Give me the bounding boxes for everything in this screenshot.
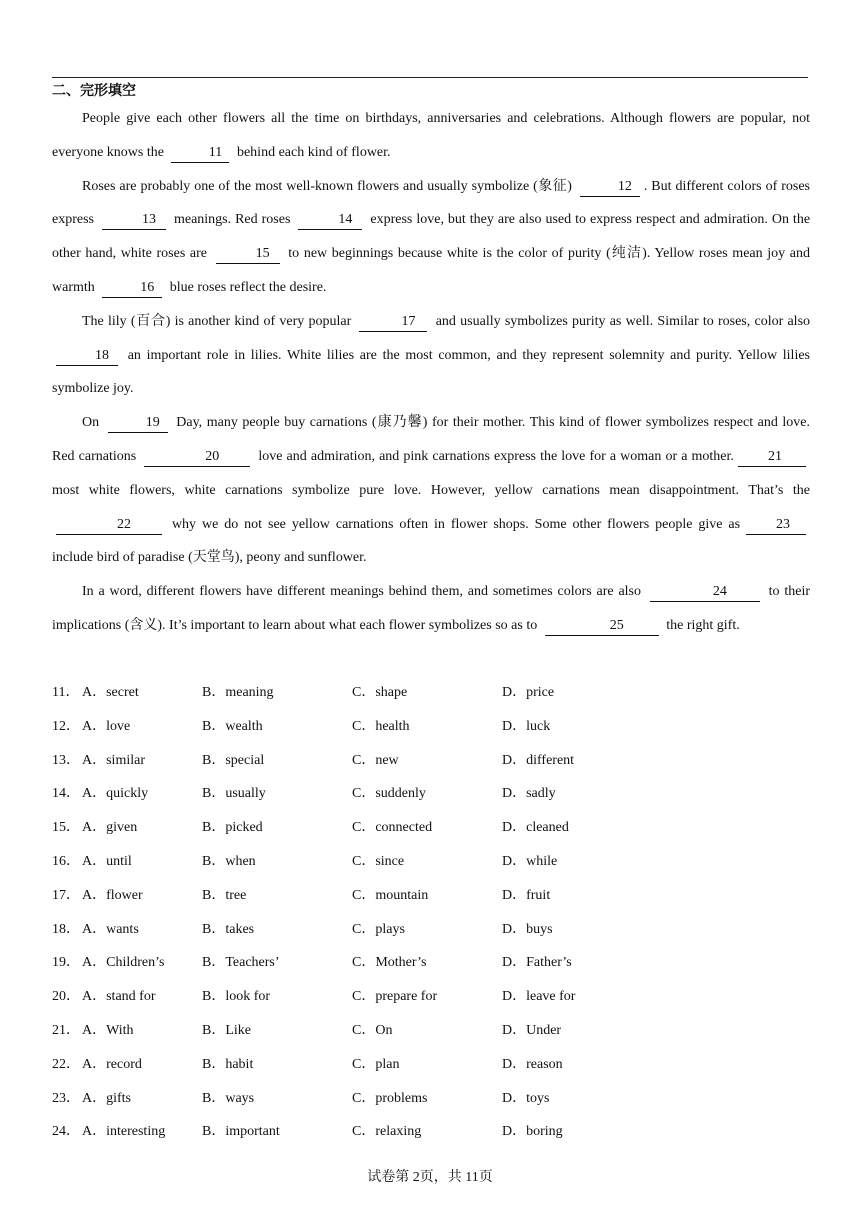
section-title: 二、完形填空 <box>52 83 136 99</box>
option-c[interactable]: C．plan <box>352 1056 400 1072</box>
option-b[interactable]: B．meaning <box>202 685 274 700</box>
option-b[interactable]: B．tree <box>202 887 247 903</box>
question-row <box>52 913 752 947</box>
question-row <box>52 980 752 1014</box>
passage-text: meanings. Red roses <box>173 212 291 228</box>
question-number: 20． <box>52 989 80 1005</box>
option-a[interactable]: A．secret <box>82 685 139 700</box>
passage-text: People give each other flowers all the time on birthdays, anniversaries and celebrations. Although flowers are popular, not everyone knows the <box>52 111 810 160</box>
option-d[interactable]: D．Father’s <box>502 955 572 971</box>
option-c[interactable]: C．mountain <box>352 887 429 903</box>
question-row <box>52 845 752 879</box>
option-d[interactable]: D．sadly <box>502 786 556 802</box>
question-row <box>52 744 752 778</box>
option-a[interactable]: A．flower <box>82 887 143 903</box>
option-c[interactable]: C．plays <box>352 921 405 937</box>
blank-24[interactable]: 24 <box>650 583 760 602</box>
passage-text: include bird of paradise (天堂鸟), peony and sunflower. <box>52 550 367 566</box>
option-d[interactable]: D．fruit <box>502 887 551 903</box>
paragraph-3 <box>52 305 810 406</box>
passage-text: The lily (百合) is another kind of very popular <box>82 313 352 329</box>
passage-text: express love, but they are also used to express respect and admiration. On the other hand, white roses are <box>52 212 811 262</box>
option-d[interactable]: D．reason <box>502 1056 563 1072</box>
question-number: 12． <box>52 718 80 734</box>
option-c[interactable]: C．suddenly <box>352 786 426 802</box>
paragraph-2 <box>52 170 810 305</box>
option-a[interactable]: A．until <box>82 853 132 869</box>
question-number: 19． <box>52 955 80 971</box>
question-row <box>52 879 752 913</box>
question-number: 15． <box>52 820 80 836</box>
option-b[interactable]: B．Like <box>202 1022 251 1038</box>
option-c[interactable]: C．new <box>352 752 399 768</box>
passage-text: the right gift. <box>666 617 740 633</box>
option-c[interactable]: C．shape <box>352 685 408 700</box>
cloze-passage <box>52 102 810 643</box>
option-c[interactable]: C．Mother’s <box>352 955 427 971</box>
blank-20[interactable]: 20 <box>144 448 250 467</box>
question-row <box>52 1014 752 1048</box>
blank-17[interactable]: 17 <box>359 313 427 332</box>
passage-text: to their implications (含义). It’s important to learn about what each flower symbolizes so as to <box>52 584 810 633</box>
option-c[interactable]: C．problems <box>352 1090 428 1106</box>
passage-text: blue roses reflect the desire. <box>169 279 327 295</box>
option-c[interactable]: C．relaxing <box>352 1124 422 1140</box>
passage-text: On <box>82 415 100 431</box>
option-c[interactable]: C．prepare for <box>352 989 438 1005</box>
option-d[interactable]: D．buys <box>502 921 553 937</box>
blank-11[interactable]: 11 <box>171 144 229 163</box>
option-b[interactable]: B．wealth <box>202 718 263 734</box>
blank-21[interactable]: 21 <box>738 448 806 467</box>
question-number: 21． <box>52 1022 80 1038</box>
blank-25[interactable]: 25 <box>545 617 659 636</box>
blank-22[interactable]: 22 <box>56 516 162 535</box>
option-b[interactable]: B．ways <box>202 1090 255 1106</box>
option-a[interactable]: A．similar <box>82 752 145 768</box>
passage-text: In a word, different flowers have different meanings behind them, and sometimes colors are also <box>82 584 642 600</box>
question-options <box>52 676 752 1149</box>
option-b[interactable]: B．look for <box>202 989 271 1005</box>
passage-text: love and admiration, and pink carnations express the love for a woman or a mother. <box>258 448 734 464</box>
question-number: 13． <box>52 752 80 768</box>
passage-text: most white flowers, white carnations symbolize pure love. However, yellow carnations mean disappointment. That’s the <box>52 482 810 498</box>
passage-text: Day, many people buy carnations (康乃馨) for their mother. This kind of flower symbolizes respect and love. Red carnations <box>52 415 811 464</box>
blank-16[interactable]: 16 <box>102 279 162 298</box>
option-d[interactable]: D．leave for <box>502 989 576 1005</box>
blank-23[interactable]: 23 <box>746 516 806 535</box>
option-b[interactable]: B．picked <box>202 820 263 836</box>
option-c[interactable]: C．health <box>352 718 410 734</box>
blank-18[interactable]: 18 <box>56 347 118 366</box>
question-number: 14． <box>52 786 80 802</box>
blank-15[interactable]: 15 <box>216 245 280 264</box>
question-row <box>52 676 752 710</box>
option-d[interactable]: D．while <box>502 853 558 869</box>
option-d[interactable]: D．cleaned <box>502 820 569 836</box>
option-b[interactable]: B．when <box>202 853 256 869</box>
paragraph-5 <box>52 575 810 643</box>
option-c[interactable]: C．connected <box>352 820 433 836</box>
option-d[interactable]: D．Under <box>502 1022 562 1038</box>
blank-14[interactable]: 14 <box>298 211 362 230</box>
option-d[interactable]: D．boring <box>502 1124 563 1140</box>
option-d[interactable]: D．luck <box>502 718 551 734</box>
header-rule <box>52 77 808 78</box>
passage-text: an important role in lilies. White lilies are the most common, and they represent solemnity and purity. Yellow lilies symbolize joy. <box>52 347 811 397</box>
option-a[interactable]: A．love <box>82 718 131 734</box>
option-b[interactable]: B．takes <box>202 921 255 937</box>
option-a[interactable]: A．interesting <box>82 1124 166 1140</box>
option-c[interactable]: C．since <box>352 853 405 869</box>
question-row <box>52 811 752 845</box>
blank-13[interactable]: 13 <box>102 211 166 230</box>
question-number: 17． <box>52 887 80 903</box>
option-b[interactable]: B．special <box>202 752 265 768</box>
paragraph-4 <box>52 406 810 575</box>
option-a[interactable]: A．gifts <box>82 1090 131 1106</box>
passage-text: behind each kind of flower. <box>236 144 391 160</box>
question-number: 18． <box>52 921 80 937</box>
option-c[interactable]: C．On <box>352 1022 393 1038</box>
paragraph-1 <box>52 102 810 170</box>
option-a[interactable]: A．With <box>82 1022 134 1038</box>
option-b[interactable]: B．important <box>202 1124 280 1140</box>
passage-text: Roses are probably one of the most well-known flowers and usually symbolize (象征) <box>82 178 572 194</box>
question-number: 24． <box>52 1124 80 1140</box>
question-number: 22． <box>52 1056 80 1072</box>
option-b[interactable]: B．usually <box>202 786 266 802</box>
passage-text: why we do not see yellow carnations often in flower shops. Some other flowers people give as <box>171 516 741 532</box>
passage-text: and usually symbolizes purity as well. Similar to roses, color also <box>435 313 811 329</box>
option-a[interactable]: A．given <box>82 820 138 836</box>
question-number: 11． <box>52 685 80 700</box>
option-a[interactable]: A．quickly <box>82 786 149 802</box>
page-footer: 试卷第 2页，共 11页 <box>367 1170 493 1185</box>
question-row <box>52 710 752 744</box>
question-row <box>52 1082 752 1116</box>
question-row <box>52 946 752 980</box>
passage-text: . But different colors of roses express <box>52 178 810 228</box>
option-a[interactable]: A．Children’s <box>82 955 165 971</box>
question-number: 23． <box>52 1090 80 1106</box>
option-a[interactable]: A．record <box>82 1056 142 1072</box>
blank-19[interactable]: 19 <box>108 414 168 433</box>
option-b[interactable]: B．Teachers’ <box>202 955 280 971</box>
option-d[interactable]: D．toys <box>502 1090 550 1106</box>
question-row <box>52 1115 752 1149</box>
option-a[interactable]: A．stand for <box>82 989 156 1005</box>
blank-12[interactable]: 12 <box>580 178 640 197</box>
question-row <box>52 777 752 811</box>
option-d[interactable]: D．different <box>502 752 575 768</box>
option-d[interactable]: D．price <box>502 685 555 700</box>
option-b[interactable]: B．habit <box>202 1056 254 1072</box>
passage-text: to new beginnings because white is the color of purity (纯洁). Yellow roses mean joy and warmth <box>52 246 810 295</box>
question-number: 16． <box>52 853 80 869</box>
option-a[interactable]: A．wants <box>82 921 139 937</box>
question-row <box>52 1048 752 1082</box>
